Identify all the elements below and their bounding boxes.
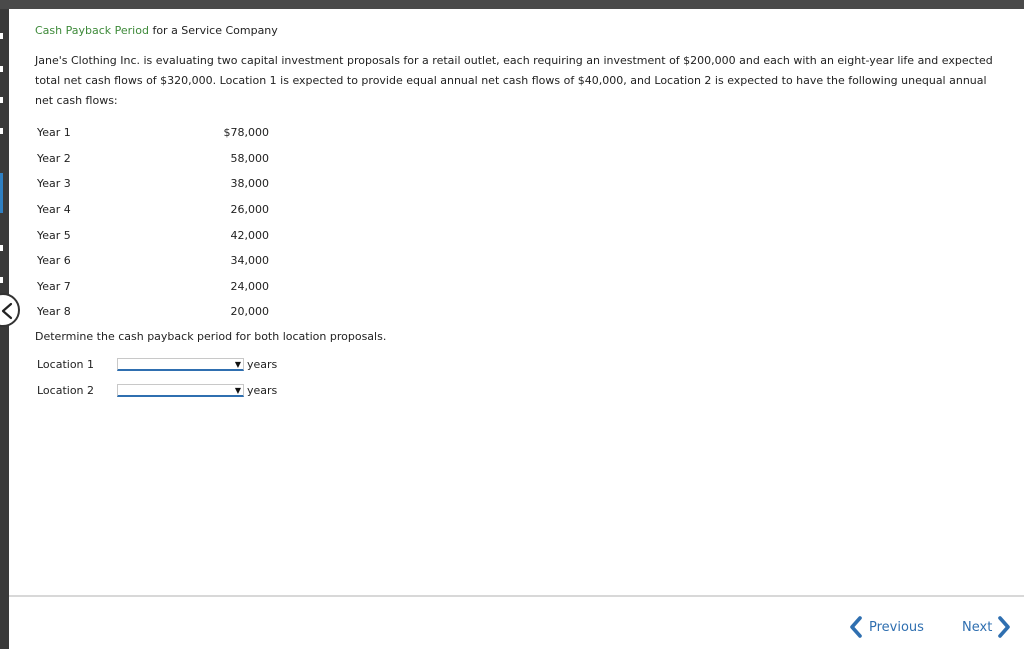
location-1-label: Location 1: [37, 358, 95, 371]
left-rail: [0, 9, 9, 649]
location-2-payback-select[interactable]: [117, 384, 244, 397]
next-button[interactable]: [962, 615, 1011, 639]
cash-flow-value: 20,000: [230, 305, 269, 319]
question-title-link[interactable]: Cash Payback Period: [35, 24, 149, 37]
rail-mark: [0, 245, 3, 251]
rail-mark: [0, 128, 3, 134]
footer-nav: [9, 597, 1024, 649]
table-row: [37, 299, 269, 325]
table-row: [37, 248, 269, 274]
question-title: [35, 23, 278, 39]
chevron-right-icon: [997, 615, 1011, 639]
table-row: [37, 197, 269, 223]
location-2-unit: years: [247, 384, 278, 397]
top-bar: [0, 0, 1024, 9]
problem-description: Jane's Clothing Inc. is evaluating two capital investment proposals for a retail outlet, each requiring an investment of $200,000 and each with an eight-year life and expected total net cash flows of $320,000. Location 1 is expected to provide equal annual net cash flows of $40,000, and Location 2 is expected to have the following unequal annual net cash flows:: [35, 54, 993, 107]
year-label: Year 3: [37, 177, 71, 191]
rail-mark-active: [0, 173, 3, 213]
rail-mark: [0, 97, 3, 103]
year-label: Year 7: [37, 279, 71, 293]
table-row: [37, 120, 269, 146]
year-label: Year 1: [37, 126, 71, 140]
instruction-text: Determine the cash payback period for both location proposals.: [35, 330, 387, 343]
caret-down-icon: ▼: [234, 360, 241, 369]
table-row: [37, 171, 269, 197]
chevron-left-icon: [1, 302, 13, 320]
table-row: [37, 146, 269, 172]
table-row: [37, 274, 269, 300]
previous-button-label: Previous: [869, 619, 924, 635]
rail-mark: [0, 66, 3, 72]
caret-down-icon: ▼: [234, 386, 241, 395]
location-1-unit: years: [247, 358, 278, 371]
cash-flow-value: 26,000: [230, 203, 269, 217]
previous-button[interactable]: [849, 615, 924, 639]
location-2-label: Location 2: [37, 384, 95, 397]
cash-flow-value: $78,000: [223, 126, 269, 140]
cash-flow-value: 24,000: [230, 279, 269, 293]
rail-mark: [0, 277, 3, 283]
chevron-left-icon: [849, 615, 863, 639]
question-panel: [9, 9, 1024, 595]
question-title-text: for a Service Company: [148, 24, 278, 37]
cash-flow-table: [37, 120, 269, 325]
cash-flow-value: 38,000: [230, 177, 269, 191]
year-label: Year 4: [37, 203, 71, 217]
year-label: Year 5: [37, 228, 71, 242]
year-label: Year 6: [37, 254, 71, 268]
cash-flow-value: 58,000: [230, 151, 269, 165]
year-label: Year 8: [37, 305, 71, 319]
table-row: [37, 222, 269, 248]
location-1-payback-select[interactable]: [117, 358, 244, 371]
rail-mark: [0, 33, 3, 39]
cash-flow-value: 42,000: [230, 228, 269, 242]
next-button-label: Next: [962, 619, 993, 635]
cash-flow-value: 34,000: [230, 254, 269, 268]
year-label: Year 2: [37, 151, 71, 165]
